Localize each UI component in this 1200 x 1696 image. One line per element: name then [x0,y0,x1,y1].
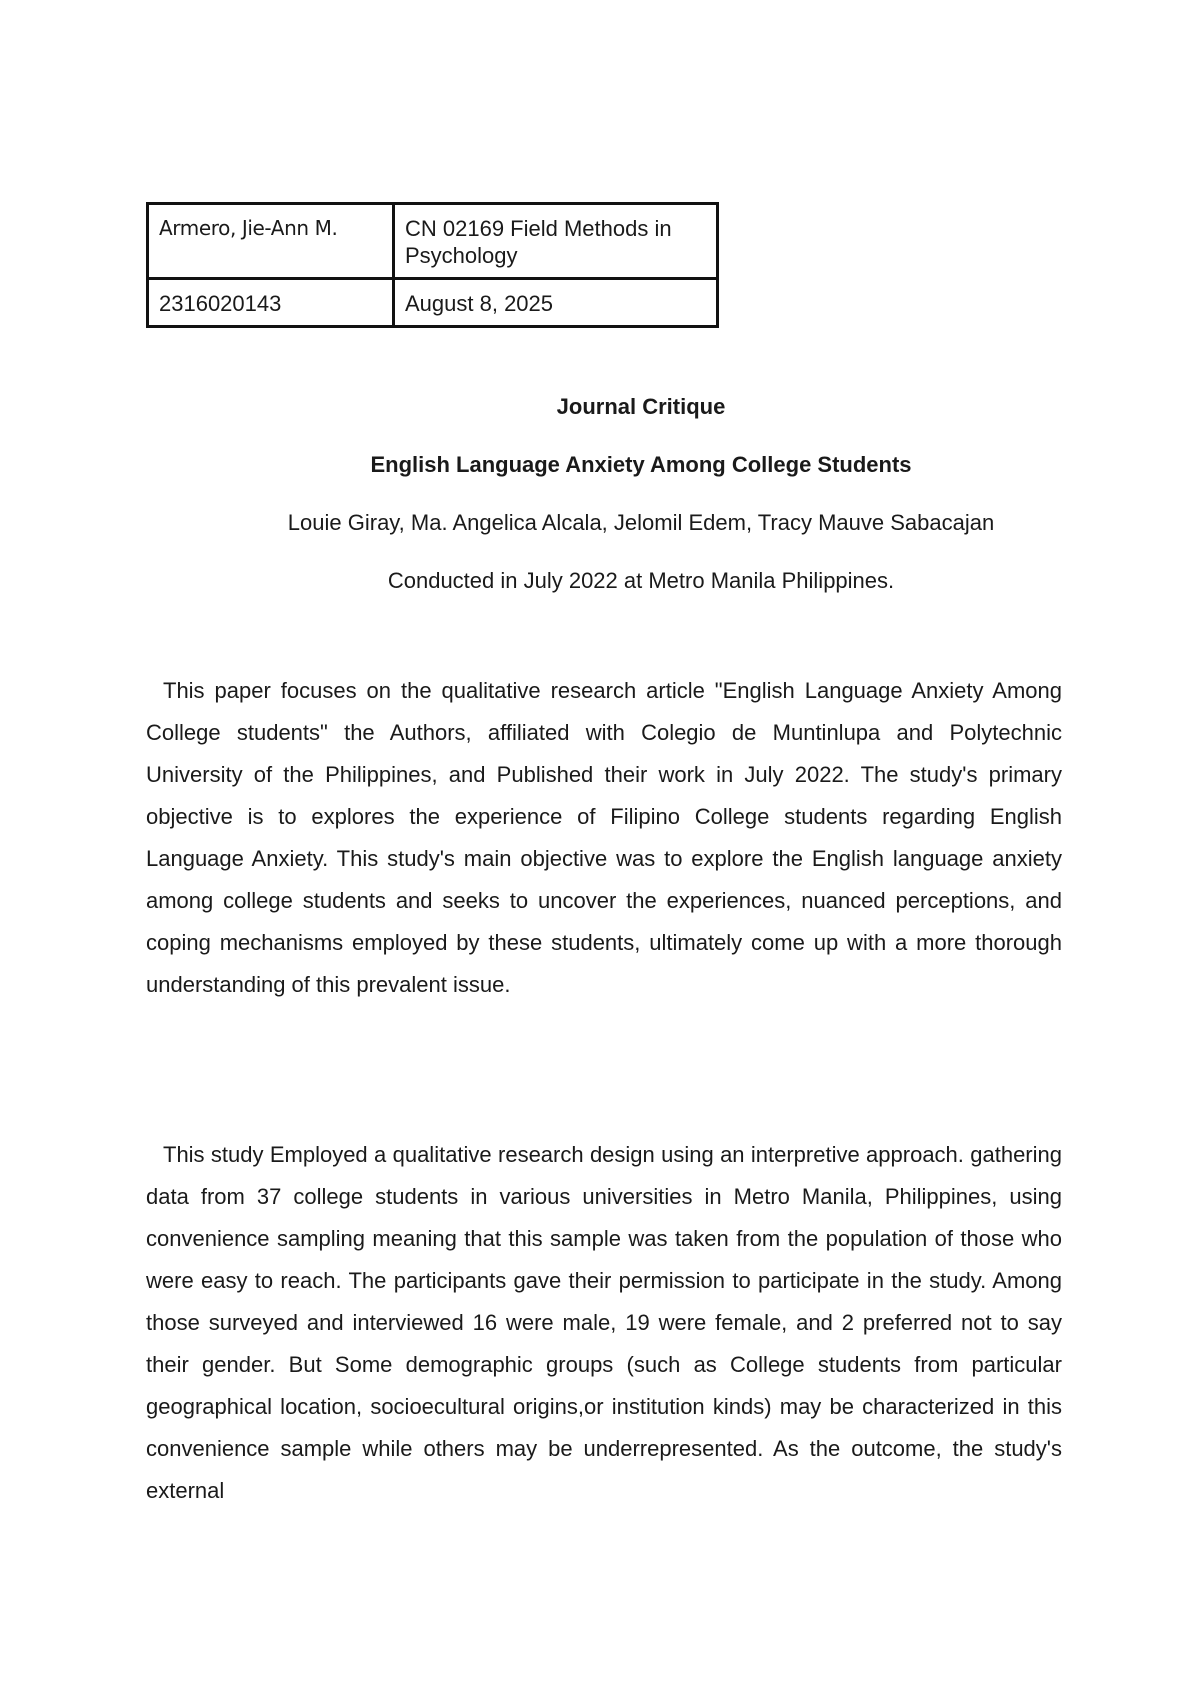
student-id-cell: 2316020143 [148,279,394,327]
article-authors: Louie Giray, Ma. Angelica Alcala, Jelomil Edem, Tracy Mauve Sabacajan [287,510,995,535]
body-paragraph-2: This study Employed a qualitative research design using an interpretive approach. gathering data from 37 college students in various universities in Metro Manila, Philippines, using convenience sampling meaning that this sample was taken from the population of those who were easy to reach. The participants gave their permission to participate in the study. Among those surveyed and interviewed 16 were male, 19 were female, and 2 preferred not to say their gender. But Some demographic groups (such as College students from particular geographical location, socioecultural origins,or institution kinds) may be characterized in this convenience sample while others may be underrepresented. As the outcome, the study's external [146,1142,1062,1503]
course-cell: CN 02169 Field Methods in Psychology [394,204,718,279]
study-context-line: Conducted in July 2022 at Metro Manila Philippines. [387,568,895,593]
date-cell: August 8, 2025 [394,279,718,327]
article-title: English Language Anxiety Among College Students [370,452,912,477]
header-row-1 [148,204,718,279]
header-row-2 [148,279,718,327]
document-type-heading: Journal Critique [556,394,726,419]
body-paragraph-1: This paper focuses on the qualitative research article "English Language Anxiety Among College students" the Authors, affiliated with Colegio de Muntinlupa and Polytechnic University of the Philippines, and Published their work in July 2022. The study's primary objective is to explores the experience of Filipino College students regarding English Language Anxiety. This study's main objective was to explore the English language anxiety among college students and seeks to uncover the experiences, nuanced perceptions, and coping mechanisms employed by these students, ultimately come up with a more thorough understanding of this prevalent issue. [146,678,1062,997]
header-info-table [146,202,719,328]
student-name-cell: Armero, Jie-Ann M. [148,204,394,279]
